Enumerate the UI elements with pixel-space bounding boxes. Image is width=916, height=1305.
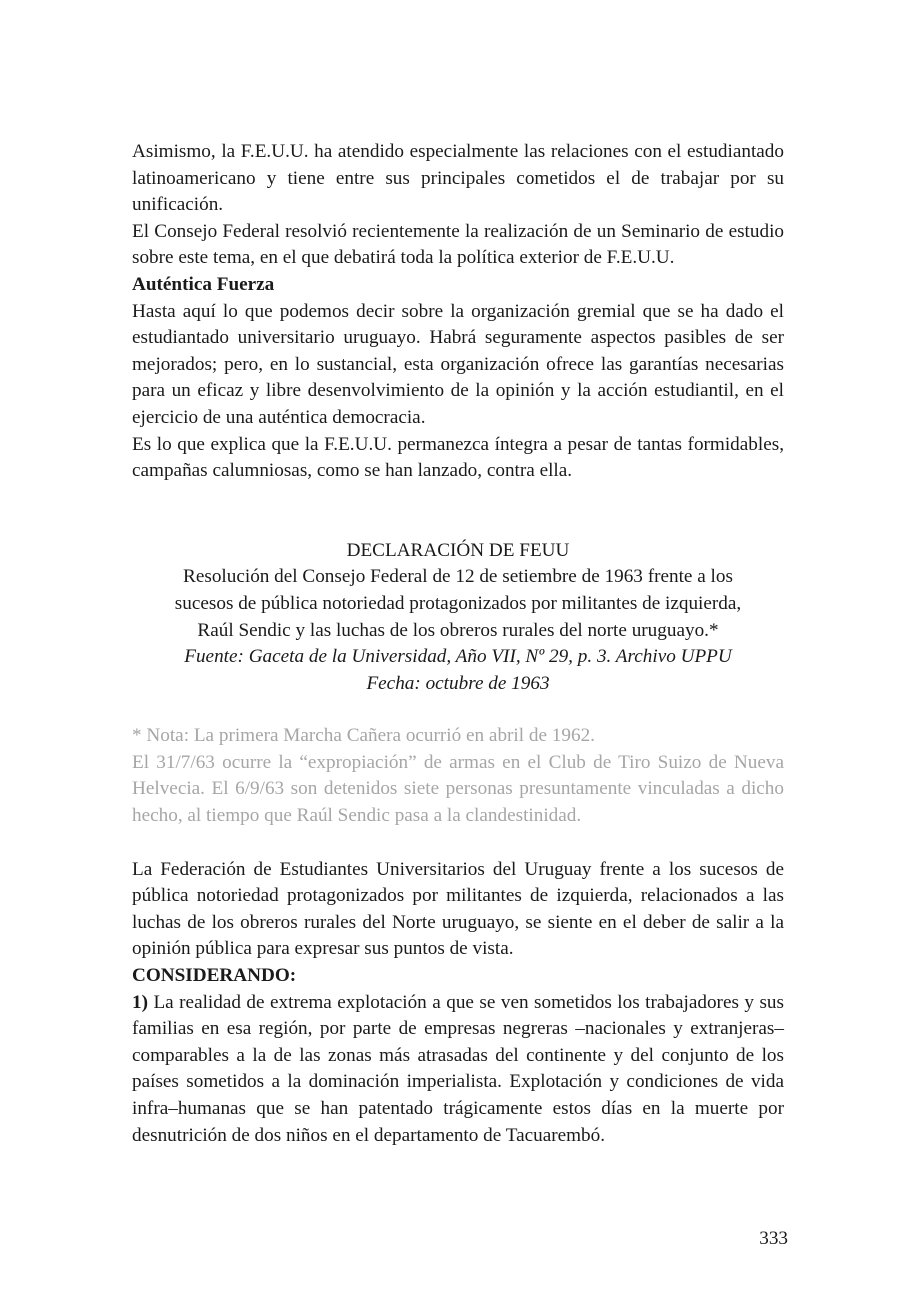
declaration-subtitle-line-1: Resolución del Consejo Federal de 12 de setiembre de 1963 frente a los (183, 566, 733, 588)
page-content (132, 139, 784, 1149)
page-number: 333 (759, 1228, 788, 1249)
intro-paragraph-3: Hasta aquí lo que podemos decir sobre la organización gremial que se ha dado el estudiantado universitario uruguayo. Habrá seguramente aspectos pasibles de ser mejorados; pero, en lo sustancial, esta organización ofrece las garantías necesarias para un eficaz y libre desenvolvimiento de la opinión y la acción estudiantil, en el ejercicio de una auténtica democracia. (132, 300, 784, 428)
declaration-source: Fuente: Gaceta de la Universidad, Año VII, Nº 29, p. 3. Archivo UPPU (184, 646, 732, 668)
considerando-heading: CONSIDERANDO: (132, 965, 297, 987)
note-paragraph: El 31/7/63 ocurre la “expropiación” de armas en el Club de Tiro Suizo de Nueva Helvecia. El 6/9/63 son detenidos siete personas presuntamente vinculadas a dicho hecho, al tiempo que Raúl Sendic pasa a la clandestinidad. (132, 751, 784, 827)
declaration-date: Fecha: octubre de 1963 (366, 672, 550, 694)
declaration-subtitle-line-3: Raúl Sendic y las luchas de los obreros rurales del norte uruguayo.* (197, 619, 719, 641)
intro-paragraph-4: Es lo que explica que la F.E.U.U. permanezca íntegra a pesar de tantas formidables, campañas calumniosas, como se han lanzado, contra ella. (132, 433, 784, 482)
section-heading: Auténtica Fuerza (132, 273, 275, 295)
declaration-subtitle-line-2: sucesos de pública notoriedad protagonizados por militantes de izquierda, (174, 592, 742, 614)
intro-paragraph-2: El Consejo Federal resolvió recientemente la realización de un Seminario de estudio sobre este tema, en el que debatirá toda la política exterior de F.E.U.U. (132, 220, 784, 269)
item-text: La realidad de extrema explotación a que se ven sometidos los trabajadores y sus familias en esa región, por parte de empresas negreras –nacionales y extranjeras– comparables a la de las zonas más atrasadas del continente y del conjunto de los países sometidos a la dominación imperialista. Explotación y condiciones de vida infra–humanas que se han patentado trágicamente estos días en la muerte por desnutrición de dos niños en el departamento de Tacuarembó. (132, 991, 784, 1146)
note-line-1: * Nota: La primera Marcha Cañera ocurrió en abril de 1962. (132, 725, 595, 747)
body-paragraph-1: La Federación de Estudiantes Universitarios del Uruguay frente a los sucesos de pública notoriedad protagonizados por militantes de izquierda, relacionados a las luchas de los obreros rurales del Norte uruguayo, se siente en el deber de salir a la opinión pública para expresar sus puntos de vista. (132, 858, 784, 960)
item-number: 1) (132, 991, 148, 1013)
intro-paragraph-1: Asimismo, la F.E.U.U. ha atendido especialmente las relaciones con el estudiantado latinoamericano y tiene entre sus principales cometidos el de trabajar por su unificación. (132, 141, 784, 216)
considerando-item-1 (132, 990, 784, 1150)
declaration-title: DECLARACIÓN DE FEUU (346, 539, 570, 561)
